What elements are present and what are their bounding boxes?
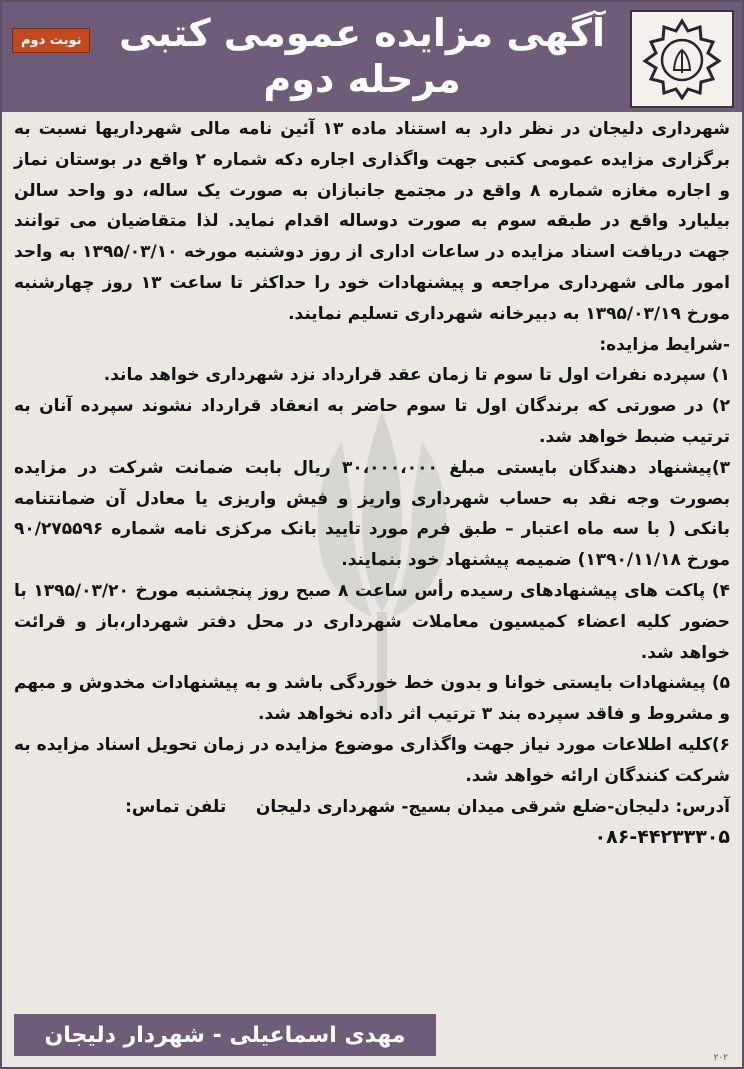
condition-item: ۳)پیشنهاد دهندگان بایستی مبلغ ۳۰،۰۰۰،۰۰۰ ریال بابت ضمانت شرکت در مزایده بصورت وجه نقد به حساب شهرداری واریز و فیش واریزی یا معادل آن ضمانتنامه بانکی ( با سه ماه اعتبار – طبق فرم مورد تایید بانک مرکزی نامه شماره ۹۰/۲۷۵۵۹۶ مورخ ۱۳۹۰/۱۱/۱۸) ضمیمه پیشنهاد خود بنمایند. xyxy=(14,457,730,571)
title-line-1: آگهی مزایده عمومی کتبی xyxy=(119,11,605,55)
second-round-badge: نوبت دوم xyxy=(12,28,90,53)
phone-label: تلفن تماس: xyxy=(125,796,227,817)
condition-item: ۴) پاکت های پیشنهادهای رسیده رأس ساعت ۸ صبح روز پنجشنبه مورخ ۱۳۹۵/۰۳/۲۰ با حضور کلیه اعضاء کمیسیون معاملات شهرداری در محل دفتر شهردار،باز و قرائت خواهد شد. xyxy=(14,580,731,663)
notice-title xyxy=(102,10,622,102)
intro-paragraph: شهرداری دلیجان در نظر دارد به استناد ماده ۱۳ آئین نامه مالی شهرداریها نسبت به برگزاری مزایده عمومی کتبی جهت واگذاری اجاره دکه شماره ۲ واقع در بوستان نماز و اجاره مغازه شماره ۸ واقع در مجتمع جانبازان به صورت یک ساله، دو واحد سالن بیلیارد واقع در طبقه سوم به صورت دوساله اقدام نماید. لذا متقاضیان می توانند جهت دریافت اسناد مزایده در ساعات اداری از روز دوشنبه مورخه ۱۳۹۵/۰۳/۱۰ به واحد امور مالی شهرداری مراجعه و پیشنهادات خود را حداکثر تا ساعت ۱۳ روز چهارشنبه مورخ ۱۳۹۵/۰۳/۱۹ به دبیرخانه شهرداری تسلیم نمایند. xyxy=(14,119,730,324)
condition-item: ۱) سپرده نفرات اول تا سوم تا زمان عقد قرارداد نزد شهرداری خواهد ماند. xyxy=(103,365,730,386)
contact-line xyxy=(14,792,730,823)
notice-header xyxy=(2,2,742,112)
title-line-2: مرحله دوم xyxy=(263,57,461,101)
phone-number: ۰۸۶-۴۴۲۳۳۳۰۵ xyxy=(594,826,730,849)
address-text: آدرس: دلیجان-ضلع شرقی میدان بسیج- شهرداری دلیجان xyxy=(255,796,730,817)
page-number: ۲۰۲ xyxy=(713,1053,728,1063)
condition-item: ۶)کلیه اطلاعات مورد نیاز جهت واگذاری موضوع مزایده در زمان تحویل اسناد مزایده به شرکت کنندگان ارائه خواهد شد. xyxy=(14,734,730,786)
notice-body xyxy=(14,114,730,853)
conditions-heading: -شرایط مزایده: xyxy=(599,334,730,355)
condition-item: ۵) پیشنهادات بایستی خوانا و بدون خط خوردگی باشد و به پیشنهادات مخدوش و مبهم و مشروط و فاقد سپرده بند ۳ ترتیب اثر داده نخواهد شد. xyxy=(14,673,730,725)
mayor-signature: مهدی اسماعیلی - شهردار دلیجان xyxy=(14,1014,436,1056)
tulip-seal-icon xyxy=(639,18,725,100)
municipality-logo xyxy=(630,10,734,108)
condition-item: ۲) در صورتی که برندگان اول تا سوم حاضر به انعقاد قرارداد نشوند سپرده آنان به ترتیب ضبط خواهد شد. xyxy=(14,396,730,447)
